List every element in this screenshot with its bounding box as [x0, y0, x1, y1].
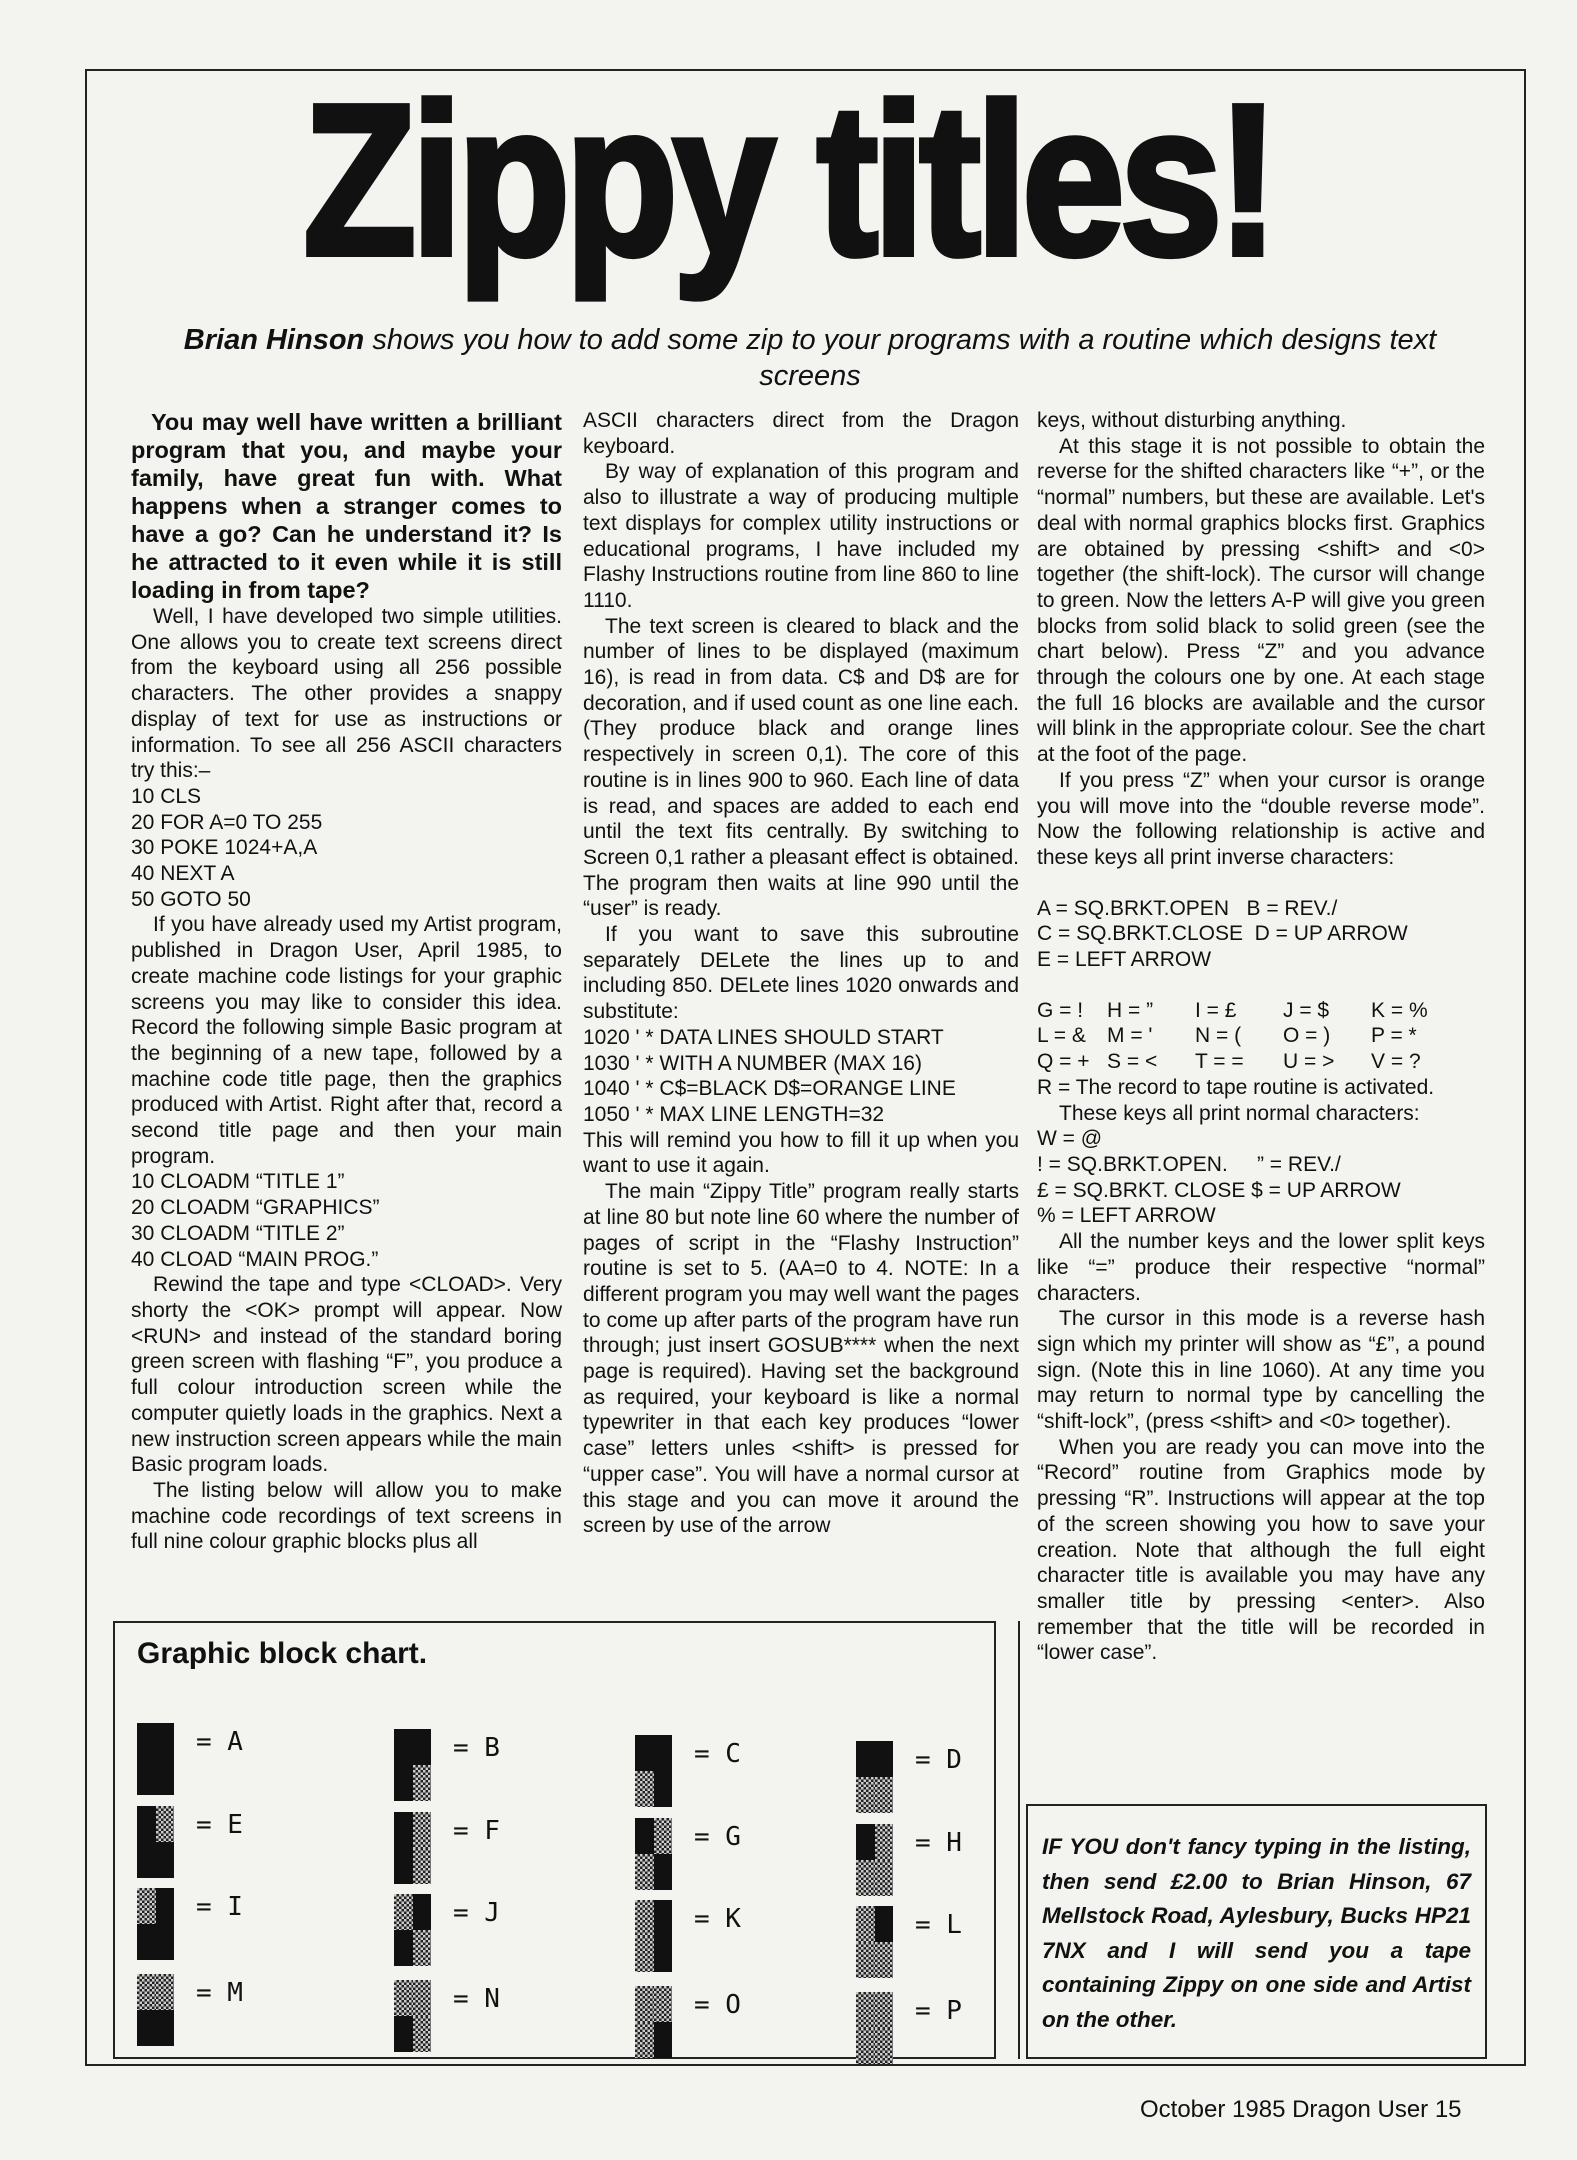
- graphic-block-entry: [635, 1818, 741, 1890]
- paragraph: When you are ready you can move into the “Record” routine from Graphics mode by pressing “R”. Instructions will appear at the top of the screen showing you how to save your creation. Note that although the full eight character title is available you may have any smaller title by pressing <enter>. Also remember that the title will be recorded in “lower case”.: [1037, 1435, 1485, 1665]
- key-mapping: J = $: [1283, 998, 1330, 1022]
- divider-line: [1018, 1621, 1020, 2059]
- block-quadrant: [137, 1888, 156, 1924]
- block-quadrant: [137, 1806, 156, 1842]
- block-quadrant: [394, 1894, 413, 1930]
- block-quadrant: [137, 2010, 156, 2046]
- graphic-block-icon: [137, 1806, 174, 1878]
- graphic-block-icon: [394, 1729, 431, 1801]
- graphic-block-entry: [137, 1888, 243, 1960]
- paragraph: The cursor in this mode is a reverse hash sign which my printer will show as “£”, a pound sign. (Note this in line 1060). At any time you may return to normal type by cancelling the “shift-lock”, (press <shift> and <0> together).: [1037, 1307, 1485, 1434]
- graphic-block-entry: [394, 1980, 500, 2052]
- block-quadrant: [654, 1900, 673, 1936]
- block-quadrant: [635, 1735, 654, 1771]
- graphic-block-icon: [856, 1992, 893, 2064]
- block-quadrant: [856, 2028, 875, 2064]
- block-quadrant: [394, 1812, 413, 1848]
- block-quadrant: [394, 1765, 413, 1801]
- graphic-block-entry: [635, 1986, 741, 2058]
- key-mapping: P = *: [1371, 1024, 1417, 1048]
- block-quadrant: [856, 1992, 875, 2028]
- block-quadrant: [856, 1860, 875, 1896]
- block-quadrant: [875, 1824, 894, 1860]
- block-quadrant: [413, 1848, 432, 1884]
- block-quadrant: [156, 2010, 175, 2046]
- graphic-block-icon: [635, 1735, 672, 1807]
- code-line: 10 CLOADM “TITLE 1”: [131, 1170, 345, 1194]
- block-quadrant: [413, 2016, 432, 2052]
- chart-title: Graphic block chart.: [137, 1637, 428, 1670]
- code-line: 50 GOTO 50: [131, 887, 251, 911]
- graphic-block-entry: [137, 1806, 243, 1878]
- key-mapping: U = >: [1283, 1050, 1335, 1074]
- paragraph: If you have already used my Artist program, published in Dragon User, April 1985, to create machine code listings for your graphic screens you may like to consider this idea. Record the following simple Basic program at the beginning of a new tape, followed by a machine code title page, then the graphics produced with Artist. Right after that, record a second title page and then your main program.: [131, 913, 562, 1168]
- author-name: Brian Hinson: [183, 324, 365, 356]
- block-quadrant: [394, 2016, 413, 2052]
- paragraph: The listing below will allow you to make machine code recordings of text screens in full nine colour graphic blocks plus all: [131, 1478, 562, 1554]
- key-mapping-line: £ = SQ.BRKT. CLOSE $ = UP ARROW: [1037, 1178, 1401, 1202]
- graphic-block-entry: [394, 1894, 500, 1966]
- block-quadrant: [875, 1992, 894, 2028]
- graphic-block-entry: [137, 1723, 243, 1795]
- block-quadrant: [635, 1818, 654, 1854]
- block-label: = G: [694, 1822, 741, 1852]
- graphic-block-chart: [113, 1621, 996, 2059]
- block-quadrant: [654, 1735, 673, 1771]
- block-quadrant: [156, 1974, 175, 2010]
- block-quadrant: [856, 1824, 875, 1860]
- column-3: [1037, 408, 1485, 1666]
- block-label: = L: [915, 1910, 962, 1940]
- block-label: = I: [196, 1892, 243, 1922]
- block-quadrant: [413, 1980, 432, 2016]
- key-mapping: H = ”: [1107, 998, 1154, 1022]
- paragraph: Well, I have developed two simple utilities. One allows you to create text screens direct from the keyboard using all 256 possible characters. The other provides a snappy display of text for use as instructions or information. To see all 256 ASCII characters try this:–: [131, 605, 562, 783]
- block-quadrant: [137, 1974, 156, 2010]
- key-mapping: G = !: [1037, 998, 1084, 1022]
- block-quadrant: [856, 1741, 875, 1777]
- paragraph: The text screen is cleared to black and the number of lines to be displayed (maximum 16), is read in from data. C$ and D$ are for decoration, and if used count as one line each. (They produce black and orange lines respectively in screen 0,1). The core of this routine is in lines 900 to 960. Each line of data is read, and spaces are added to each end until the text fits centrally. By switching to Screen 0,1 rather a pleasant effect is obtained. The program then waits at line 990 until the “user” is ready.: [583, 614, 1019, 921]
- block-quadrant: [156, 1723, 175, 1759]
- key-mapping-line: A = SQ.BRKT.OPEN B = REV./: [1037, 896, 1338, 920]
- block-quadrant: [137, 1924, 156, 1960]
- block-quadrant: [413, 1729, 432, 1765]
- block-quadrant: [875, 2028, 894, 2064]
- paragraph: This will remind you how to fill it up when you want to use it again.: [583, 1128, 1019, 1178]
- paragraph: The main “Zippy Title” program really starts at line 80 but note line 60 where the number of pages of script in the “Flashy Instruction” routine is set to 5. (AA=0 to 4. NOTE: In a different program you may well want the pages to come up after parts of the program have run through; just insert GOSUB**** when the next page is required). Having set the background as required, your keyboard is like a normal typewriter in that each key produces “lower case” letters unles <shift> is pressed for “upper case”. You will have a normal cursor at this stage and you can move it around the screen by use of the arrow: [583, 1180, 1019, 1538]
- key-mapping-line: C = SQ.BRKT.CLOSE D = UP ARROW: [1037, 922, 1408, 946]
- graphic-block-icon: [394, 1894, 431, 1966]
- block-quadrant: [413, 1930, 432, 1966]
- block-quadrant: [654, 2022, 673, 2058]
- block-quadrant: [875, 1942, 894, 1978]
- graphic-block-icon: [137, 1974, 174, 2046]
- block-quadrant: [635, 1854, 654, 1890]
- block-quadrant: [156, 1806, 175, 1842]
- paragraph: If you press “Z” when your cursor is orange you will move into the “double reverse mode”. Now the following relationship is active and these keys all print inverse characters:: [1037, 768, 1485, 869]
- block-label: = B: [453, 1733, 500, 1763]
- graphic-block-entry: [394, 1729, 500, 1801]
- key-mapping-line: E = LEFT ARROW: [1037, 948, 1212, 972]
- block-quadrant: [413, 1812, 432, 1848]
- block-quadrant: [156, 1759, 175, 1795]
- code-line: 20 CLOADM “GRAPHICS”: [131, 1196, 380, 1220]
- graphic-block-entry: [856, 1906, 962, 1978]
- key-mapping: S = <: [1107, 1050, 1158, 1074]
- graphic-block-icon: [137, 1888, 174, 1960]
- key-mapping: K = %: [1371, 998, 1428, 1022]
- block-quadrant: [394, 1848, 413, 1884]
- key-mapping: Q = +: [1037, 1050, 1090, 1074]
- block-quadrant: [137, 1759, 156, 1795]
- block-label: = M: [196, 1978, 243, 2008]
- block-label: = O: [694, 1990, 741, 2020]
- key-mapping: V = ?: [1371, 1050, 1421, 1074]
- block-quadrant: [875, 1906, 894, 1942]
- key-mapping-line: W = @: [1037, 1127, 1103, 1151]
- paragraph: By way of explanation of this program and also to illustrate a way of producing multiple text displays for complex utility instructions or educational programs, I have included my Flashy Instructions routine from line 860 to line 1110.: [583, 460, 1019, 612]
- order-offer-box: [1026, 1804, 1487, 2059]
- key-mapping-line: ! = SQ.BRKT.OPEN. ” = REV./: [1037, 1152, 1341, 1176]
- code-line: 30 POKE 1024+A,A: [131, 836, 318, 860]
- block-quadrant: [856, 1777, 875, 1813]
- graphic-block-icon: [137, 1723, 174, 1795]
- graphic-block-entry: [394, 1812, 500, 1884]
- graphic-block-icon: [856, 1741, 893, 1813]
- graphic-block-entry: [856, 1741, 962, 1813]
- graphic-block-icon: [856, 1906, 893, 1978]
- graphic-block-icon: [856, 1824, 893, 1896]
- block-label: = E: [196, 1810, 243, 1840]
- key-mapping-line: % = LEFT ARROW: [1037, 1204, 1216, 1228]
- block-quadrant: [156, 1842, 175, 1878]
- block-label: = C: [694, 1739, 741, 1769]
- key-mapping: O = ): [1283, 1024, 1331, 1048]
- block-quadrant: [635, 1900, 654, 1936]
- block-quadrant: [413, 1765, 432, 1801]
- code-line: 1030 ' * WITH A NUMBER (MAX 16): [583, 1051, 922, 1075]
- block-quadrant: [654, 1771, 673, 1807]
- block-quadrant: [856, 1942, 875, 1978]
- paragraph: keys, without disturbing anything.: [1037, 409, 1347, 432]
- block-label: = P: [915, 1996, 962, 2026]
- key-mapping: L = &: [1037, 1024, 1086, 1048]
- block-quadrant: [856, 1906, 875, 1942]
- code-line: 20 FOR A=0 TO 255: [131, 810, 323, 834]
- block-label: = H: [915, 1828, 962, 1858]
- block-quadrant: [635, 1936, 654, 1972]
- code-line: 1040 ' * C$=BLACK D$=ORANGE LINE: [583, 1077, 956, 1101]
- paragraph: If you want to save this subroutine separately DELete the lines up to and including 850. DELete lines 1020 onwards and substitute:: [583, 923, 1019, 1024]
- graphic-block-entry: [137, 1974, 243, 2046]
- key-mapping-grid: [1037, 998, 1485, 1075]
- key-mapping: N = (: [1195, 1024, 1242, 1048]
- graphic-block-icon: [635, 1818, 672, 1890]
- block-quadrant: [654, 1854, 673, 1890]
- block-quadrant: [875, 1860, 894, 1896]
- block-label: = D: [915, 1745, 962, 1775]
- block-label: = A: [196, 1727, 243, 1757]
- code-line: 10 CLS: [131, 784, 202, 808]
- block-quadrant: [635, 1771, 654, 1807]
- block-quadrant: [654, 1818, 673, 1854]
- standfirst-text: shows you how to add some zip to your programs with a routine which designs text screens: [364, 324, 1437, 392]
- key-mapping: I = £: [1195, 998, 1237, 1022]
- block-label: = F: [453, 1816, 500, 1846]
- block-quadrant: [875, 1777, 894, 1813]
- block-quadrant: [137, 1723, 156, 1759]
- key-mapping: M = ': [1107, 1024, 1153, 1048]
- block-quadrant: [156, 1924, 175, 1960]
- block-quadrant: [654, 1936, 673, 1972]
- block-label: = K: [694, 1904, 741, 1934]
- block-quadrant: [156, 1888, 175, 1924]
- graphic-block-entry: [635, 1735, 741, 1807]
- spacer: [1037, 973, 1485, 998]
- code-line: 40 NEXT A: [131, 862, 235, 886]
- lead-paragraph: You may well have written a brilliant program that you, and maybe your family, have great fun with. What happens when a stranger comes to have a go? Can he understand it? Is he attracted to it even while it is still loading in from tape?: [131, 409, 562, 603]
- graphic-block-icon: [394, 1980, 431, 2052]
- page-footer: October 1985 Dragon User 15: [1140, 2096, 1462, 2123]
- block-quadrant: [635, 1986, 654, 2022]
- code-line: 1020 ' * DATA LINES SHOULD START: [583, 1025, 944, 1049]
- code-line: 40 CLOAD “MAIN PROG.”: [131, 1247, 379, 1271]
- column-1: [131, 408, 562, 1555]
- paragraph: All the number keys and the lower split keys like “=” produce their respective “normal” characters.: [1037, 1230, 1485, 1305]
- key-mapping-line: R = The record to tape routine is activated.: [1037, 1075, 1435, 1099]
- paragraph: Rewind the tape and type <CLOAD>. Very shorty the <OK> prompt will appear. Now <RUN> and instead of the standard boring green screen with flashing “F”, you produce a full colour introduction screen while the computer quietly loads in the graphics. Next a new instruction screen appears while the main Basic program loads.: [131, 1273, 562, 1477]
- column-2: [583, 408, 1019, 1539]
- graphic-block-entry: [635, 1900, 741, 1972]
- block-label: = J: [453, 1898, 500, 1928]
- block-quadrant: [137, 1842, 156, 1878]
- key-mapping: T = =: [1195, 1050, 1244, 1074]
- block-quadrant: [635, 2022, 654, 2058]
- spacer: [1037, 871, 1485, 896]
- paragraph: At this stage it is not possible to obtain the reverse for the shifted characters like “+”, or the “normal” numbers, but these are available. Let's deal with normal graphics blocks first. Graphics are obtained by pressing <shift> and <0> together (the shift-lock). The cursor will change to green. Now the letters A-P will give you green blocks from solid black to solid green (see the chart below). Press “Z” and you advance through the colours one by one. At each stage the full 16 blocks are available and the cursor will blink in the appropriate colour. See the chart at the foot of the page.: [1037, 434, 1485, 767]
- block-label: = N: [453, 1984, 500, 2014]
- graphic-block-entry: [856, 1824, 962, 1896]
- graphic-block-icon: [394, 1812, 431, 1884]
- graphic-block-icon: [635, 1900, 672, 1972]
- article-standfirst: [160, 322, 1460, 394]
- block-quadrant: [875, 1741, 894, 1777]
- code-line: 30 CLOADM “TITLE 2”: [131, 1221, 345, 1245]
- block-quadrant: [394, 1729, 413, 1765]
- graphic-block-entry: [856, 1992, 962, 2064]
- block-quadrant: [394, 1980, 413, 2016]
- order-offer-text: IF YOU don't fancy typing in the listing, then send £2.00 to Brian Hinson, 67 Mellstock Road, Aylesbury, Bucks HP21 7NX and I will send you a tape containing Zippy on one side and Artist on the other.: [1042, 1834, 1471, 2032]
- block-quadrant: [394, 1930, 413, 1966]
- article-title: Zippy titles!: [303, 59, 1274, 300]
- block-quadrant: [413, 1894, 432, 1930]
- graphic-block-icon: [635, 1986, 672, 2058]
- paragraph: ASCII characters direct from the Dragon keyboard.: [583, 409, 1019, 458]
- code-line: 1050 ' * MAX LINE LENGTH=32: [583, 1102, 885, 1126]
- paragraph: These keys all print normal characters:: [1059, 1101, 1420, 1125]
- block-quadrant: [654, 1986, 673, 2022]
